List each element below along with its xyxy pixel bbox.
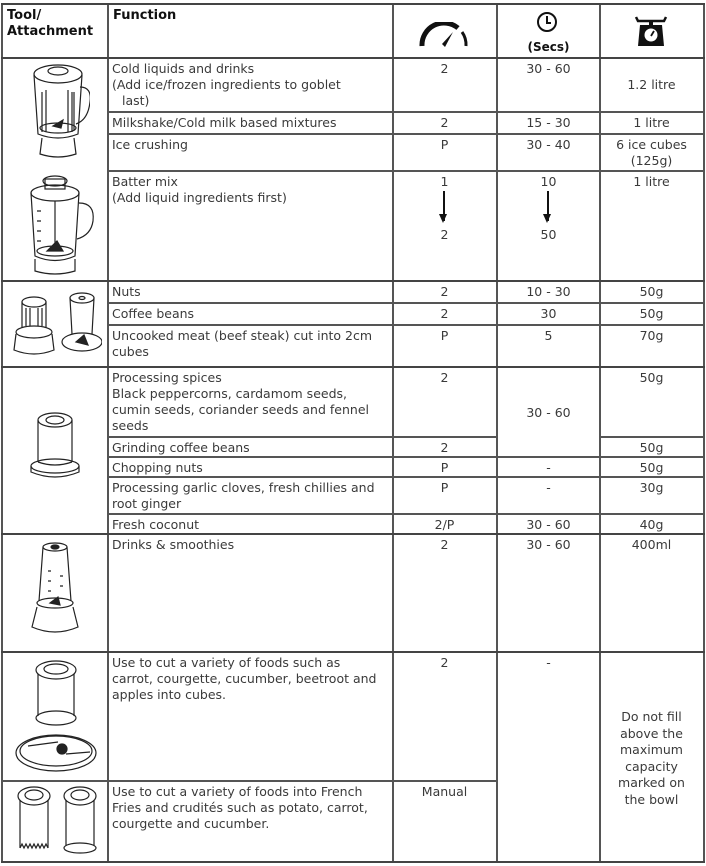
time-from: 10 [540, 174, 557, 189]
function-cell [108, 368, 392, 436]
function-cell: Nuts [112, 284, 141, 299]
header-function: Function [113, 8, 177, 23]
time-cell: 30 - 60 [526, 517, 571, 532]
capacity-cell: 50g [639, 440, 664, 455]
time-cell-merged: 30 - 60 [526, 405, 571, 420]
speed-cell: 2 [440, 115, 449, 130]
function-text: courgette and cucumber. [112, 816, 270, 831]
capacity-note-line: maximum [620, 742, 683, 757]
speed-to: 2 [440, 227, 449, 242]
function-text: last) [122, 93, 150, 108]
function-text: Uncooked meat (beef steak) cut into 2cm [112, 328, 373, 343]
capacity-note-line: marked on [618, 775, 685, 790]
speed-cell: 2 [440, 655, 449, 670]
speed-cell: P [440, 460, 449, 475]
grinder-mill-image [12, 290, 102, 358]
speed-cell: 2 [440, 370, 449, 385]
blender-goblet-image [28, 62, 90, 160]
capacity-note-line: Do not fill [621, 709, 682, 724]
speed-cell: 2 [440, 306, 449, 321]
header-tool-line2: Attachment [7, 24, 94, 39]
function-cell [108, 782, 392, 834]
function-text: seeds [112, 418, 149, 433]
function-cell: Chopping nuts [112, 460, 203, 475]
time-cell: 30 - 40 [526, 137, 571, 152]
capacity-note-line: the bowl [624, 791, 679, 807]
speedometer-icon [418, 22, 470, 48]
function-text: Processing garlic cloves, fresh chillies and [112, 480, 375, 495]
table-border-right [703, 3, 705, 863]
capacity-cell [600, 135, 703, 171]
table-border-bottom [1, 861, 705, 863]
function-cell: Coffee beans [112, 306, 195, 321]
function-cell: Fresh coconut [112, 517, 200, 532]
function-text: Cold liquids and drinks [112, 61, 255, 76]
time-cell: 30 [540, 306, 557, 321]
function-text: cubes [112, 344, 149, 359]
time-cell: - [546, 480, 551, 495]
function-text: Use to cut a variety of foods into French [112, 784, 363, 799]
time-cell: 15 - 30 [526, 115, 571, 130]
capacity-cell: 1 litre [633, 174, 670, 189]
function-text: Batter mix [112, 174, 178, 189]
function-cell [108, 326, 392, 362]
capacity-note [600, 707, 703, 810]
time-cell: 5 [544, 328, 553, 343]
function-cell: Grinding coffee beans [112, 440, 250, 455]
function-cell [108, 59, 392, 111]
function-text: (Add ice/frozen ingredients to goblet [112, 77, 341, 92]
function-cell: Ice crushing [112, 137, 188, 152]
capacity-cell: 1.2 litre [627, 77, 676, 92]
personal-blender-image [28, 541, 82, 639]
speed-cell: P [440, 137, 449, 152]
mini-mill-image [28, 410, 82, 482]
capacity-cell: 400ml [631, 537, 672, 552]
arrow-down-icon [547, 191, 549, 221]
speed-cell: 2 [440, 537, 449, 552]
capacity-cell: 30g [639, 480, 664, 495]
function-cell: Milkshake/Cold milk based mixtures [112, 115, 337, 130]
speed-cell: 2 [440, 61, 449, 76]
time-cell: 10 - 30 [526, 284, 571, 299]
blender-jug-image [25, 171, 95, 276]
speed-cell: 2 [440, 284, 449, 299]
function-text: apples into cubes. [112, 687, 227, 702]
speed-cell: P [440, 480, 449, 495]
capacity-text: 6 ice cubes [616, 137, 687, 152]
table-border-left [1, 3, 3, 863]
function-cell [108, 172, 392, 208]
capacity-cell: 40g [639, 517, 664, 532]
arrow-down-icon [443, 191, 445, 221]
function-cell [108, 478, 392, 514]
capacity-cell: 50g [639, 306, 664, 321]
header-tool-attachment [3, 6, 107, 42]
function-text: Black peppercorns, cardamom seeds, [112, 386, 347, 401]
function-text: (Add liquid ingredients first) [112, 190, 287, 205]
capacity-cell: 50g [639, 284, 664, 299]
header-secs-label: (Secs) [527, 40, 570, 54]
table-border-top [1, 3, 705, 5]
capacity-cell: 50g [639, 460, 664, 475]
clock-icon [536, 11, 558, 33]
header-tool-line1: Tool/ [7, 8, 42, 23]
time-cell-merged: - [546, 655, 551, 670]
time-to: 50 [540, 227, 557, 242]
function-text: Fries and crudités such as potato, carrot, [112, 800, 368, 815]
speed-cell: 2/P [434, 517, 455, 532]
scale-icon [634, 14, 668, 48]
speed-from: 1 [440, 174, 449, 189]
speed-cell: 2 [440, 440, 449, 455]
function-text: cumin seeds, coriander seeds and fennel [112, 402, 369, 417]
capacity-text: (125g) [630, 153, 673, 168]
french-fry-pusher-image [10, 784, 104, 856]
time-cell: - [546, 460, 551, 475]
function-cell [108, 653, 392, 705]
capacity-cell: 50g [639, 370, 664, 385]
capacity-note-line: above the [620, 725, 683, 741]
function-text: Use to cut a variety of foods such as [112, 655, 341, 670]
time-cell: 30 - 60 [526, 61, 571, 76]
time-cell: 30 - 60 [526, 537, 571, 552]
speed-cell: P [440, 328, 449, 343]
speed-cell: Manual [421, 784, 468, 799]
function-cell: Drinks & smoothies [112, 537, 235, 552]
function-text: root ginger [112, 496, 182, 511]
dicing-kit-image [14, 658, 100, 776]
function-text: carrot, courgette, cucumber, beetroot and [112, 671, 377, 686]
function-text: Processing spices [112, 370, 222, 385]
capacity-cell: 70g [639, 328, 664, 343]
capacity-note-line: capacity [625, 758, 678, 774]
capacity-cell: 1 litre [633, 115, 670, 130]
